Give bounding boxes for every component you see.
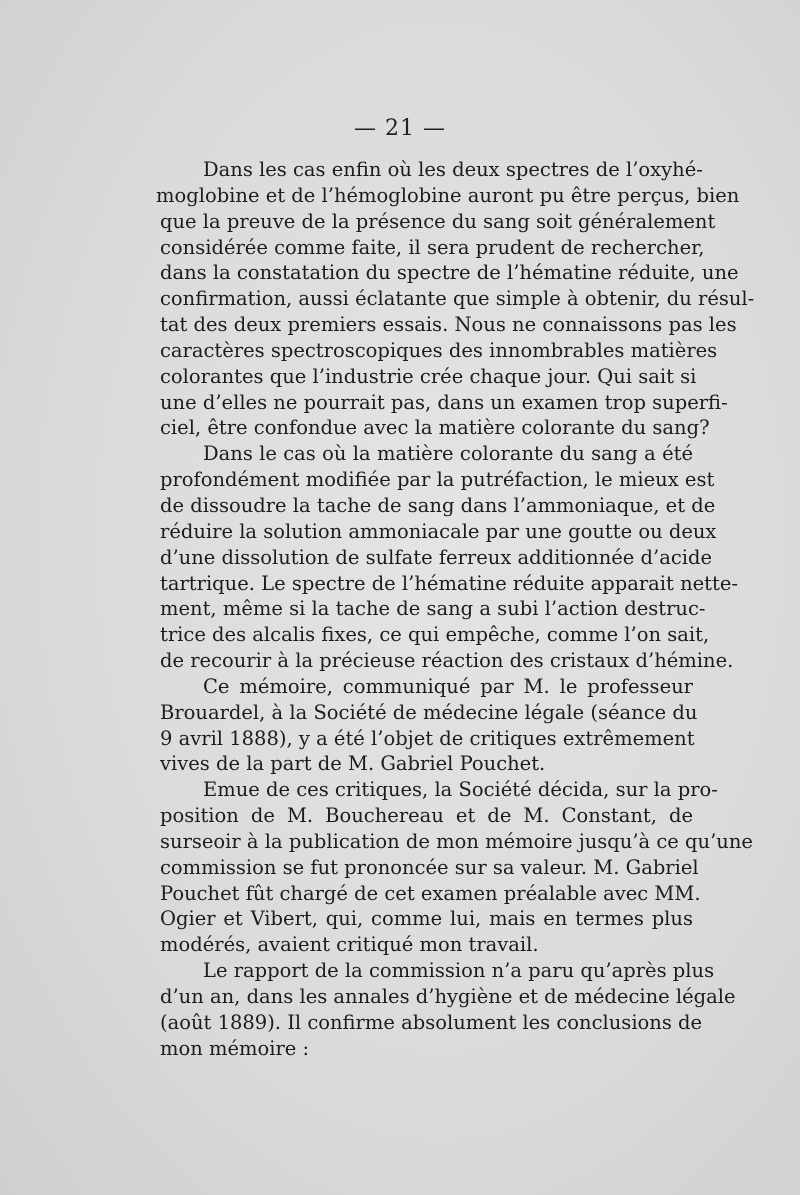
text-line: 9 avril 1888), y a été l’objet de critiques extrêmement bbox=[160, 726, 695, 750]
text-line: (août 1889). Il confirme absolument les conclusions de bbox=[160, 1010, 703, 1034]
text-line: commission se fut prononcée sur sa valeur. M. Gabriel bbox=[160, 855, 699, 879]
text-line: tartrique. Le spectre de l’hématine réduite apparait nette- bbox=[160, 571, 738, 595]
text-line: confirmation, aussi éclatante que simple à obtenir, du résul- bbox=[160, 287, 755, 311]
text-line: caractères spectroscopiques des innombrables matières bbox=[160, 338, 718, 362]
text-line: colorantes que l’industrie crée chaque jour. Qui sait si bbox=[160, 364, 697, 388]
text-line: ment, même si la tache de sang a subi l’action destruc- bbox=[160, 597, 706, 621]
text-line: mon mémoire : bbox=[160, 1036, 310, 1060]
text-line: de recourir à la précieuse réaction des cristaux d’hémine. bbox=[160, 649, 734, 673]
text-line: Ogier et Vibert, qui, comme lui, mais en termes plus bbox=[160, 907, 693, 931]
text-line: trice des alcalis fixes, ce qui empêche, comme l’on sait, bbox=[160, 623, 710, 647]
text-line: de dissoudre la tache de sang dans l’ammoniaque, et de bbox=[160, 493, 716, 517]
text-line: Dans les cas enfin où les deux spectres de l’oxyhé- bbox=[203, 158, 703, 181]
text-line: considérée comme faite, il sera prudent de rechercher, bbox=[160, 235, 705, 259]
text-line: Ce mémoire, communiqué par M. le professeur bbox=[203, 674, 693, 698]
text-line: Le rapport de la commission n’a paru qu’après plus bbox=[203, 959, 715, 983]
text-line: réduire la solution ammoniacale par une goutte ou deux bbox=[160, 519, 717, 543]
text-line: surseoir à la publication de mon mémoire jusqu’à ce qu’une bbox=[160, 829, 753, 853]
text-line: profondément modifiée par la putréfaction, le mieux est bbox=[160, 468, 715, 492]
text-line: vives de la part de M. Gabriel Pouchet. bbox=[160, 752, 546, 776]
body-text bbox=[156, 157, 755, 1062]
text-line: Dans le cas où la matière colorante du sang a été bbox=[203, 442, 693, 466]
text-line: ciel, être confondue avec la matière colorante du sang? bbox=[160, 416, 710, 440]
text-line: Emue de ces critiques, la Société décida, sur la pro- bbox=[203, 778, 718, 802]
text-line: modérés, avaient critiqué mon travail. bbox=[160, 933, 539, 957]
text-line: Brouardel, à la Société de médecine légale (séance du bbox=[160, 700, 698, 724]
text-line: que la preuve de la présence du sang soit généralement bbox=[160, 209, 716, 233]
text-line: d’un an, dans les annales d’hygiène et de médecine légale bbox=[160, 985, 736, 1008]
text-line: dans la constatation du spectre de l’hématine réduite, une bbox=[160, 261, 739, 285]
text-line: position de M. Bouchereau et de M. Constant, de bbox=[160, 804, 693, 828]
text-line: une d’elles ne pourrait pas, dans un examen trop superfi- bbox=[160, 390, 728, 414]
text-line: tat des deux premiers essais. Nous ne connaissons pas les bbox=[160, 313, 737, 337]
text-line: Pouchet fût chargé de cet examen préalable avec MM. bbox=[160, 881, 701, 905]
text-line: d’une dissolution de sulfate ferreux additionnée d’acide bbox=[160, 545, 713, 569]
text-line: moglobine et de l’hémoglobine auront pu être perçus, bien bbox=[156, 183, 740, 207]
page-number: — 21 — bbox=[354, 116, 446, 141]
